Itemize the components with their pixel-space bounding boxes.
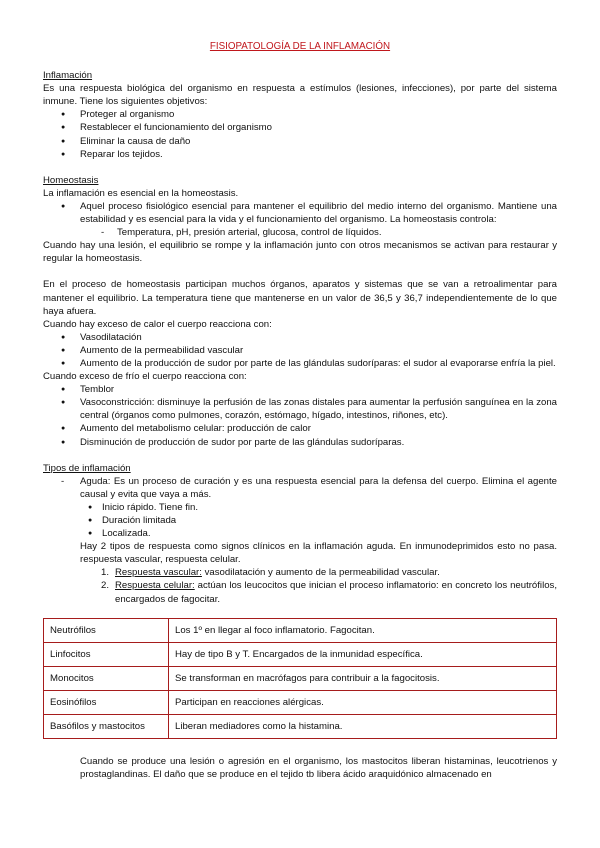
table-cell: Monocitos	[44, 666, 169, 690]
aguda-label: Aguda	[80, 475, 108, 487]
table-cell: Eosinófilos	[44, 690, 169, 714]
list-item-aguda	[43, 475, 557, 501]
bullet-list	[43, 200, 557, 226]
table-cell: Neutrófilos	[44, 618, 169, 642]
paragraph: Hay 2 tipos de respuesta como signos clínicos en la inflamación aguda. En inmunodeprimidos esto no pasa. respuesta vascular, respuesta celular.	[80, 541, 557, 566]
table-row	[44, 618, 557, 642]
table-cell: Linfocitos	[44, 642, 169, 666]
paragraph: Cuando exceso de frío el cuerpo reacciona con:	[43, 371, 247, 383]
list-item: ● Inicio rápido. Tiene fin.	[43, 501, 557, 514]
table-cell: Participan en reacciones alérgicas.	[169, 690, 557, 714]
table-cell: Liberan mediadores como la histamina.	[169, 714, 557, 738]
table-cell: Hay de tipo B y T. Encargados de la inmunidad específica.	[169, 642, 557, 666]
list-item: ● Vasodilatación	[43, 331, 557, 344]
list-item: ● Eliminar la causa de daño	[43, 135, 557, 148]
page-title: FISIOPATOLOGÍA DE LA INFLAMACIÓN	[209, 41, 391, 52]
list-item: ● Proteger al organismo	[43, 108, 557, 121]
list-item: ● Aumento del metabolismo celular: producción de calor	[43, 422, 557, 435]
table-cell: Se transforman en macrófagos para contribuir a la fagocitosis.	[169, 666, 557, 690]
table-cell: Basófilos y mastocitos	[44, 714, 169, 738]
bullet-list	[43, 331, 557, 370]
table-row	[44, 690, 557, 714]
bullet-list	[43, 501, 557, 540]
section-heading-tipos: Tipos de inflamación	[43, 462, 131, 474]
list-item: ● Aquel proceso fisiológico esencial para mantener el equilibrio del medio interno del organismo. Mantiene una estabilidad y es esencial para la vida y el funcionamiento del organismo. La homeostasis controla:	[43, 200, 557, 226]
paragraph: Es una respuesta biológica del organismo en respuesta a estímulos (lesiones, infecciones), por parte del sistema inmune. Tiene los siguientes objetivos:	[43, 83, 557, 108]
response-label: Respuesta vascular:	[115, 567, 202, 579]
list-number: 1.	[101, 567, 110, 579]
dash-marker: -	[61, 475, 65, 487]
bullet-list	[43, 383, 557, 448]
section-heading-homeostasis: Homeostasis	[43, 174, 99, 186]
paragraph: Cuando hay una lesión, el equilibrio se rompe y la inflamación junto con otros mecanismos se activan para restaurar y regular la homeostasis.	[43, 240, 557, 265]
section-heading-inflamacion: Inflamación	[43, 70, 93, 82]
paragraph: La inflamación es esencial en la homeostasis.	[43, 187, 239, 199]
sub-list-item: - Temperatura, pH, presión arterial, glucosa, control de líquidos.	[43, 226, 557, 239]
paragraph: En el proceso de homeostasis participan muchos órganos, aparatos y sistemas que se van a retroalimentar para mantener el equilibrio. La temperatura tiene que mantenerse en un valor de 36,5 y 36,7 independientemente de lo que haya afuera.	[43, 279, 557, 317]
list-item: ● Vasoconstricción: disminuye la perfusión de las zonas distales para aumentar la perfusión sanguínea en la zona central (órganos como pulmones, corazón, estómago, hígado, intestinos, riñones, etc).	[43, 396, 557, 422]
list-item: ● Duración limitada	[43, 514, 557, 527]
list-item: ● Localizada.	[43, 527, 557, 540]
document-page	[43, 40, 557, 781]
list-item: ● Aumento de la producción de sudor por parte de las glándulas sudoríparas: el sudor al evaporarse enfría la piel.	[43, 357, 557, 370]
table-row	[44, 666, 557, 690]
aguda-text: : Es un proceso de curación y es una respuesta esencial para la defensa del cuerpo. Elimina el agente causal y evita que vaya a más.	[80, 475, 557, 500]
paragraph: Cuando hay exceso de calor el cuerpo reacciona con:	[43, 318, 272, 330]
list-number: 2.	[101, 580, 110, 592]
list-item: ● Restablecer el funcionamiento del organismo	[43, 121, 557, 134]
list-item: ● Reparar los tejidos.	[43, 148, 557, 161]
response-text: vasodilatación y aumento de la permeabilidad vascular.	[201, 567, 440, 579]
bullet-list	[43, 108, 557, 160]
numbered-list	[43, 566, 557, 605]
response-label: Respuesta celular:	[115, 580, 195, 592]
list-item	[43, 579, 557, 605]
table-cell: Los 1º en llegar al foco inflamatorio. Fagocitan.	[169, 618, 557, 642]
table-row	[44, 642, 557, 666]
table-row	[44, 714, 557, 738]
response-text: actúan los leucocitos que inician el proceso inflamatorio: en concreto los neutrófilos, encargados de fagocitar.	[115, 580, 557, 605]
list-item: ● Disminución de producción de sudor por parte de las glándulas sudoríparas.	[43, 436, 557, 449]
list-item	[43, 566, 557, 579]
cells-table	[43, 618, 557, 739]
list-item: ● Aumento de la permeabilidad vascular	[43, 344, 557, 357]
list-item: ● Temblor	[43, 383, 557, 396]
paragraph: Cuando se produce una lesión o agresión en el organismo, los mastocitos liberan histaminas, leucotrienos y prostaglandinas. El daño que se produce en el tejido tb libera ácido araquidónico almacenado en	[80, 755, 557, 780]
